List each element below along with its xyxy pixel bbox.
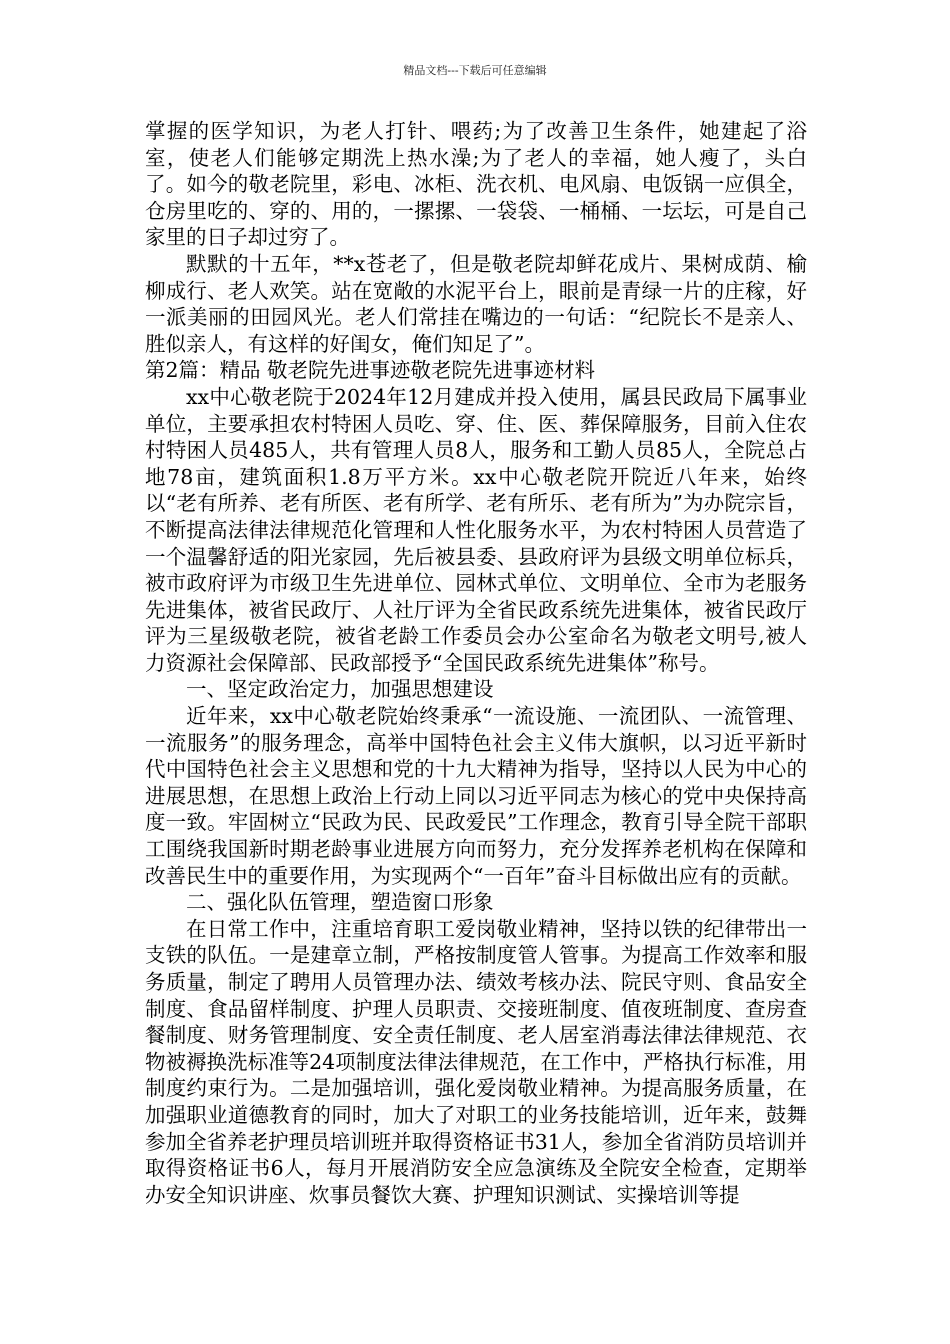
paragraph-2: 默默的十五年，**x苍老了，但是敬老院却鲜花成片、果树成荫、榆柳成行、老人欢笑。站在宽敞的水泥平台上，眼前是青绿一片的庄稼，好一派美丽的田园风光。老人们常挂在嘴边的一句话：“纪院长不是亲人、胜似亲人，有这样的好闺女，俺们知足了”。 — [145, 251, 807, 356]
paragraph-5: 在日常工作中，注重培育职工爱岗敬业精神，坚持以铁的纪律带出一支铁的队伍。一是建章立制，严格按制度管人管事。为提高工作效率和服务质量，制定了聘用人员管理办法、绩效考核办法、院民守则、食品安全制度、食品留样制度、护理人员职责、交接班制度、值夜班制度、查房查餐制度、财务管理制度、安全责任制度、老人居室消毒法律法律规范、衣物被褥换洗标准等24项制度法律法律规范，在工作中，严格执行标准，用制度约束行为。二是加强培训，强化爱岗敬业精神。为提高服务质量，在加强职业道德教育的同时，加大了对职工的业务技能培训，近年来，鼓舞参加全省养老护理员培训班并取得资格证书31人，参加全省消防员培训并取得资格证书6人，每月开展消防安全应急演练及全院安全检查，定期举办安全知识讲座、炊事员餐饮大赛、护理知识测试、实操培训等提 — [145, 916, 807, 1207]
heading-2: 二、强化队伍管理，塑造窗口形象 — [186, 890, 494, 915]
heading-1: 一、坚定政治定力，加强思想建设 — [186, 677, 494, 702]
document-body — [145, 118, 807, 1208]
section-title-2: 第2篇：精品 敬老院先进事迹敬老院先进事迹材料 — [145, 358, 596, 383]
page-header: 精品文档---下载后可任意编辑 — [403, 64, 547, 77]
paragraph-3: xx中心敬老院于2024年12月建成并投入使用，属县民政局下属事业单位，主要承担农村特困人员吃、穿、住、医、葬保障服务，目前入住农村特困人员485人，共有管理人员8人，服务和工勤人员85人，全院总占地78亩，建筑面积1.8万平方米。xx中心敬老院开院近八年来，始终以“老有所养、老有所医、老有所学、老有所乐、老有所为”为办院宗旨，不断提高法律法律规范化管理和人性化服务水平，为农村特困人员营造了一个温馨舒适的阳光家园，先后被县委、县政府评为县级文明单位标兵，被市政府评为市级卫生先进单位、园林式单位、文明单位、全市为老服务先进集体，被省民政厅、人社厅评为全省民政系统先进集体，被省民政厅评为三星级敬老院，被省老龄工作委员会办公室命名为敬老文明号,被人力资源社会保障部、民政部授予“全国民政系统先进集体”称号。 — [145, 384, 807, 675]
paragraph-1: 掌握的医学知识，为老人打针、喂药;为了改善卫生条件，她建起了浴室，使老人们能够定期洗上热水澡;为了老人的幸福，她人瘦了，头白了。如今的敬老院里，彩电、冰柜、洗衣机、电风扇、电饭锅一应俱全，仓房里吃的、穿的、用的，一摞摞、一袋袋、一桶桶、一坛坛，可是自己家里的日子却过穷了。 — [145, 119, 807, 250]
paragraph-4: 近年来，xx中心敬老院始终秉承“一流设施、一流团队、一流管理、一流服务”的服务理念，高举中国特色社会主义伟大旗帜，以习近平新时代中国特色社会主义思想和党的十九大精神为指导，坚持以人民为中心的进展思想，在思想上政治上行动上同以习近平同志为核心的党中央保持高度一致。牢固树立“民政为民、民政爱民”工作理念，教育引导全院干部职工围绕我国新时期老龄事业进展方向而努力，充分发挥养老机构在保障和改善民生中的重要作用，为实现两个“一百年”奋斗目标做出应有的贡献。 — [145, 704, 807, 888]
